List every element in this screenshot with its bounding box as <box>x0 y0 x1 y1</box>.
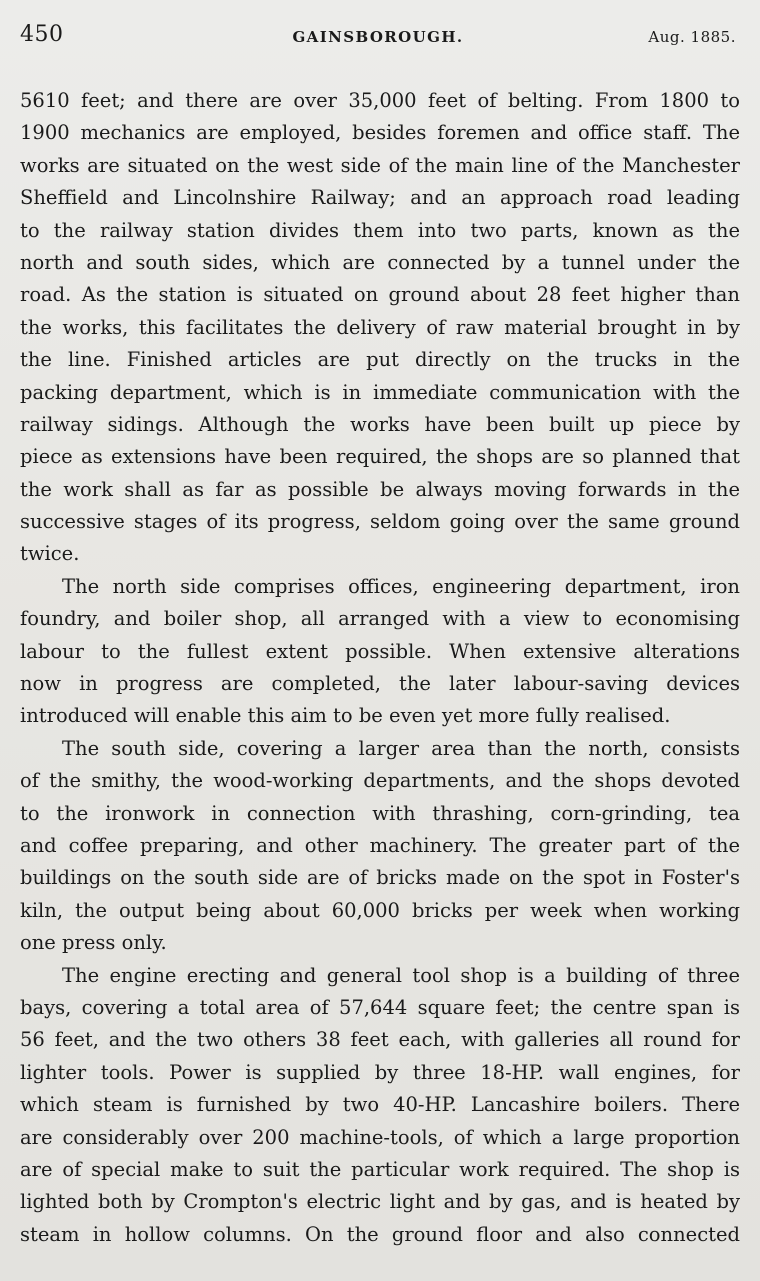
text-line: lighter tools. Power is supplied by three 18-HP. wall engines, for <box>20 1060 740 1084</box>
text-line: piece as extensions have been required, the shops are so planned that <box>20 445 740 469</box>
text-line: lighted both by Crompton's electric light and by gas, and is heated by <box>20 1190 740 1214</box>
text-line: and coffee preparing, and other machinery. The greater part of the <box>20 833 740 857</box>
text-line: 5610 feet; and there are over 35,000 feet of belting. From 1800 to <box>20 89 740 112</box>
text-line: are considerably over 200 machine-tools, of which a large proportion <box>20 1125 740 1149</box>
text-line: foundry, and boiler shop, all arranged with a view to economising <box>20 607 740 631</box>
text-line: introduced will enable this aim to be even yet more fully realised. <box>20 704 671 728</box>
text-line: bays, covering a total area of 57,644 square feet; the centre span is <box>20 995 740 1019</box>
text-line: twice. <box>20 542 80 566</box>
text-line: now in progress are completed, the later labour-saving devices <box>20 672 740 696</box>
text-line: the line. Finished articles are put directly on the trucks in the <box>20 348 740 372</box>
text-line: Sheffield and Lincolnshire Railway; and an approach road leading <box>20 186 740 210</box>
page-header <box>20 22 736 52</box>
page-number: 450 <box>20 22 64 47</box>
text-line: The south side, covering a larger area than the north, consists <box>62 736 740 760</box>
text-line: one press only. <box>20 931 167 955</box>
text-line: The north side comprises offices, engineering department, iron <box>62 574 740 598</box>
text-line: to the ironwork in connection with thrashing, corn-grinding, tea <box>20 801 740 825</box>
text-line: packing department, which is in immediate communication with the <box>20 380 740 404</box>
text-line: 56 feet, and the two others 38 feet each, with galleries all round for <box>20 1028 740 1052</box>
text-line: buildings on the south side are of bricks made on the spot in Foster's <box>20 866 740 890</box>
text-line: north and south sides, which are connected by a tunnel under the <box>20 250 740 274</box>
text-line: of the smithy, the wood-working departments, and the shops devoted <box>20 769 740 793</box>
text-line: railway sidings. Although the works have been built up piece by <box>20 412 740 436</box>
text-line: the works, this facilitates the delivery of raw material brought in by <box>20 315 740 339</box>
text-line: successive stages of its progress, seldom going over the same ground <box>20 510 740 534</box>
text-line: 1900 mechanics are employed, besides foremen and office staff. The <box>20 121 740 145</box>
text-line: are of special make to suit the particular work required. The shop is <box>20 1157 740 1181</box>
text-line: The engine erecting and general tool shop is a building of three <box>62 963 740 987</box>
text-line: labour to the fullest extent possible. When extensive alterations <box>20 639 740 663</box>
text-line: steam in hollow columns. On the ground floor and also connected <box>20 1222 740 1246</box>
text-line: to the railway station divides them into two parts, known as the <box>20 218 740 242</box>
text-line: road. As the station is situated on ground about 28 feet higher than <box>20 283 740 307</box>
running-title: GAINSBOROUGH. <box>292 28 464 46</box>
body-text <box>20 85 740 1251</box>
text-line: the work shall as far as possible be always moving forwards in the <box>20 477 740 501</box>
text-line: kiln, the output being about 60,000 bricks per week when working <box>20 898 740 922</box>
text-line: which steam is furnished by two 40-HP. Lancashire boilers. There <box>20 1093 740 1117</box>
text-line: works are situated on the west side of the main line of the Manchester <box>20 153 740 177</box>
page-date: Aug. 1885. <box>648 28 736 46</box>
